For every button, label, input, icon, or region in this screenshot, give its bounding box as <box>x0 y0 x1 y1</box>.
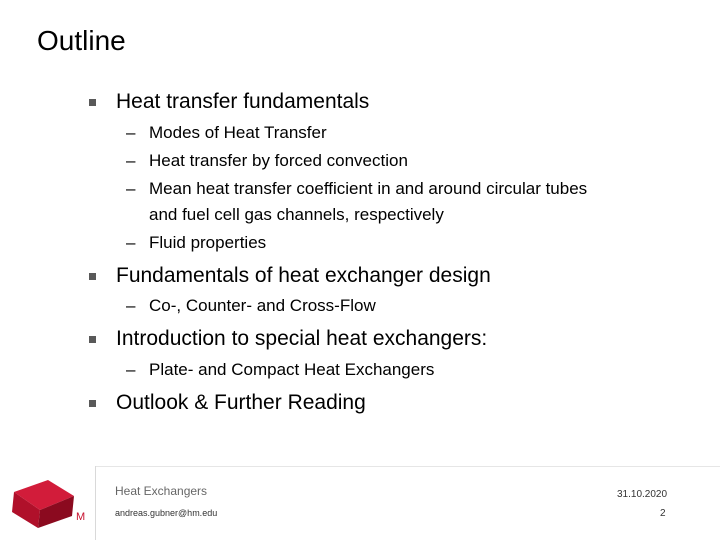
dash-marker: – <box>126 296 136 315</box>
bullet-text: Outlook & Further Reading <box>116 391 366 414</box>
sub-bullet-text: Modes of Heat Transfer <box>149 123 327 142</box>
dash-marker: – <box>126 123 136 142</box>
bullet-text: Introduction to special heat exchangers: <box>116 327 488 350</box>
sub-bullet-text: Heat transfer by forced convection <box>149 151 408 170</box>
university-logo <box>8 470 92 530</box>
footer-course-title: Heat Exchangers <box>115 484 208 498</box>
dash-marker: – <box>126 151 136 170</box>
bullet-marker-icon <box>89 336 96 343</box>
logo-letter: M <box>76 511 86 523</box>
sub-bullet-text-continuation: and fuel cell gas channels, respectively <box>149 205 444 224</box>
bullet-marker-icon <box>89 400 96 407</box>
footer-divider <box>95 466 720 467</box>
page-number: 2 <box>660 508 666 519</box>
bullet-text: Fundamentals of heat exchanger design <box>116 264 491 287</box>
dash-marker: – <box>126 179 136 198</box>
sub-bullet-text: Co-, Counter- and Cross-Flow <box>149 296 376 315</box>
bullet-text: Heat transfer fundamentals <box>116 90 370 113</box>
dash-marker: – <box>126 360 136 379</box>
page-title: Outline <box>37 25 126 56</box>
footer-date: 31.10.2020 <box>617 489 668 500</box>
sub-bullet-text: Mean heat transfer coefficient in and around circular tubes <box>149 179 588 198</box>
sub-bullet-text: Fluid properties <box>149 233 267 252</box>
bullet-marker-icon <box>89 99 96 106</box>
bullet-marker-icon <box>89 273 96 280</box>
sub-bullet-text: Plate- and Compact Heat Exchangers <box>149 360 435 379</box>
footer-email: andreas.gubner@hm.edu <box>115 508 218 518</box>
footer-vertical-divider <box>95 466 96 540</box>
dash-marker: – <box>126 233 136 252</box>
